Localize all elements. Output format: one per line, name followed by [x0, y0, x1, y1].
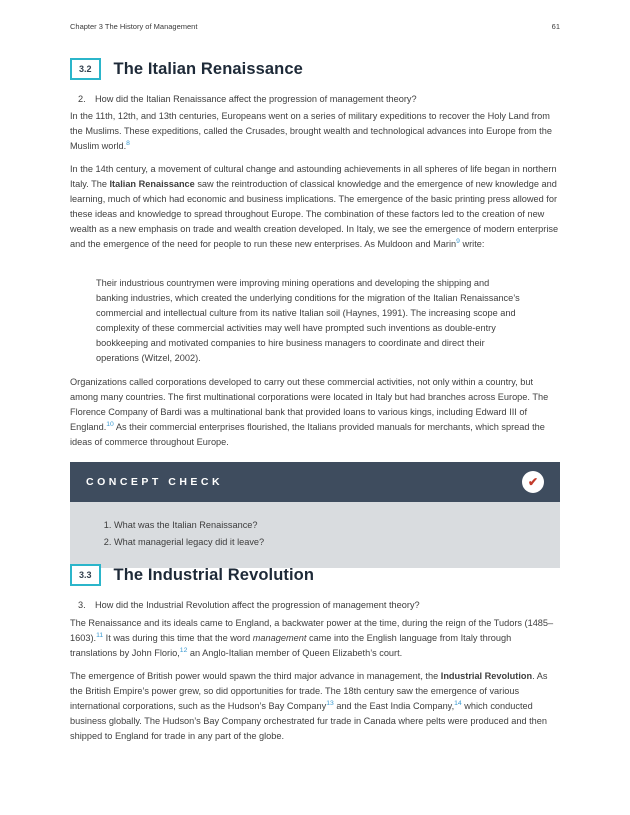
- section-number-badge: 3.3: [70, 564, 101, 586]
- section-title: The Italian Renaissance: [113, 59, 303, 78]
- text-run: . As the British Empire’s power grew, so did opportunities for trade. The 18th century saw the emergence of various international corporations, such as the Hudson’s Bay Company: [70, 671, 548, 711]
- running-head-chapter: Chapter 3 The History of Management: [70, 22, 198, 31]
- question-number: 3.: [78, 600, 86, 610]
- concept-check-body: [70, 502, 560, 568]
- text-run: The Renaissance and its ideals came to England, a backwater power at the time, during the reign of the Tudors (1485–1603).: [70, 618, 554, 643]
- text-run: In the 14th century, a movement of cultural change and astounding achievements in all spheres of life began in northern Italy. The: [70, 164, 557, 189]
- paragraph-corporations: [70, 375, 560, 450]
- footnote-ref[interactable]: 11: [96, 631, 104, 639]
- check-icon: ✔: [522, 471, 544, 493]
- concept-check-header: [70, 462, 560, 502]
- learning-question-3: [78, 600, 568, 610]
- text-run: which conducted business globally. The Hudson’s Bay Company orchestrated fur trade in Canada where pelts were produced and then shipped to England for trade in any part of the globe.: [70, 701, 548, 741]
- text-run: Their industrious countrymen were improving mining operations and developing the shipping and banking industries, which created the underlying conditions for the migration of the Italian Renaissance’s commercial and intellectual culture from its native Italian soil (Haynes, 1991). The increasing scope and complexity of these commercial activities may well have prompted such inventions as double-entry bookkeeping and motivated companies to hire business managers to coordinate and direct their operations (Witzel, 2002).: [96, 278, 520, 363]
- text-run: The emergence of British power would spawn the third major advance in management, the: [70, 671, 441, 681]
- section-heading-3-3: [70, 564, 560, 586]
- bold-term: Italian Renaissance: [109, 179, 195, 189]
- paragraph-crusades: [70, 109, 560, 154]
- text-run: Organizations called corporations developed to carry out these commercial activities, not only within a country, but among many countries. The first multinational corporations were located in Italy but had branches across Europe. The Florence Company of Bardi was a multinational bank that provided loans to various kings, including Edward III of England.: [70, 377, 549, 432]
- running-head: [70, 22, 560, 31]
- text-run: write:: [459, 239, 485, 249]
- italic-term: management: [252, 633, 307, 643]
- section-number-badge: 3.2: [70, 58, 101, 80]
- footnote-ref[interactable]: 9: [456, 237, 460, 245]
- question-text: How did the Industrial Revolution affect the progression of management theory?: [95, 600, 420, 610]
- concept-check-list: [94, 517, 544, 551]
- text-run: an Anglo-Italian member of Queen Elizabeth’s court.: [187, 648, 403, 658]
- paragraph-renaissance: [70, 162, 560, 252]
- section-heading-3-2: [70, 58, 560, 80]
- footnote-ref[interactable]: 8: [126, 139, 130, 147]
- footnote-ref[interactable]: 10: [106, 420, 114, 428]
- text-run: came into the English language from Italy through translations by John Florio,: [70, 633, 512, 658]
- text-run: and the East India Company,: [333, 701, 455, 711]
- section-title: The Industrial Revolution: [113, 565, 315, 584]
- text-run: saw the reintroduction of classical knowledge and the emergence of new knowledge and learning, much of which had economic and business implications. The emergence of the basic printing press allowed for these ideas and knowledge to spread throughout Europe. The combination of these factors led to the creation of new wealth as a new emphasis on trade and wealth creation developed. In Italy, we see the emergence of modern enterprise and the emergence of the need for people to run these new enterprises. As Muldoon and Marin: [70, 179, 559, 249]
- concept-check-item: 2. What managerial legacy did it leave?: [114, 534, 544, 551]
- footnote-ref[interactable]: 13: [326, 699, 334, 707]
- blockquote-muldoon-marin: [96, 276, 521, 366]
- page-number: 61: [551, 22, 560, 31]
- question-number: 2.: [78, 94, 86, 104]
- paragraph-tudors: [70, 616, 560, 661]
- text-run: As their commercial enterprises flourished, the Italians provided manuals for merchants, which spread the ideas of commerce throughout Europe.: [70, 422, 545, 447]
- concept-check-title: CONCEPT CHECK: [86, 476, 224, 488]
- text-run: In the 11th, 12th, and 13th centuries, Europeans went on a series of military expeditions to recover the Holy Land from the Muslims. These expeditions, called the Crusades, brought wealth and technological advances into Europe from the Muslim world.: [70, 111, 552, 151]
- learning-question-2: [78, 94, 568, 104]
- footnote-ref[interactable]: 14: [454, 699, 462, 707]
- question-text: How did the Italian Renaissance affect the progression of management theory?: [95, 94, 417, 104]
- concept-check-item: 1. What was the Italian Renaissance?: [114, 517, 544, 534]
- paragraph-british-power: [70, 669, 560, 744]
- text-run: It was during this time that the word: [103, 633, 253, 643]
- bold-term: Industrial Revolution: [440, 671, 533, 681]
- concept-check-box: [70, 462, 560, 568]
- footnote-ref[interactable]: 12: [179, 646, 188, 654]
